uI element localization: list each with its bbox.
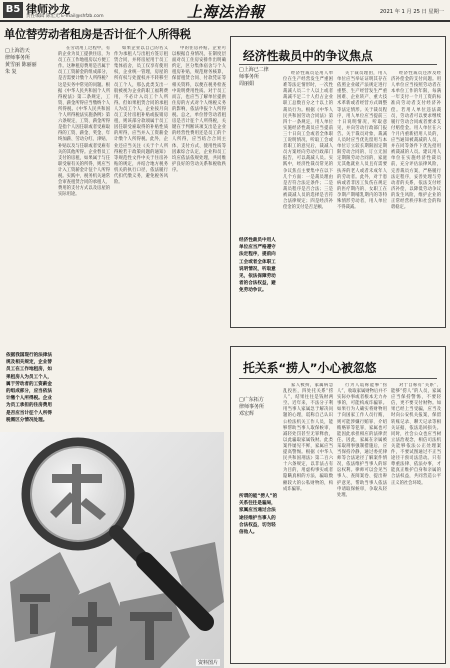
body-text: 在劳动用工过程中，有的企业为员工提供住房，为员工在工作地租房以方便工作。这种租房费用是否属于员工工资薪金的组成部分，是否需要计缴个人所得税？这是实务中常见的问题。根据《中华人民共和国个人所得税法》第二条规定，工资、薪金所得应当缴纳个人所得税。《中华人民共和国个人所得税法实施条例》第六条规定，工资、薪金所得是指个人因任职或者受雇取得的工资、薪金、奖金、年终加薪、劳动分红、津贴、补贴以及与任职或者受雇有关的其他所得。企业替员工支付的房租，如果属于与任职受雇有关的所得，则应当计入工资薪金计征个人所得税。实践中，税务机关通常会审查租赁合同的承租人、费用的支付方式以及房屋的实际用途。 <box>58 46 110 198</box>
title-divider <box>239 378 437 379</box>
main-headline: 单位替劳动者租房是否计征个人所得税 <box>4 28 191 41</box>
body-text: 关于裁员理由，用人单位应当举证证明其存在依照企业破产法规定进行重整、生产经营发生严重困难、企业转产、重大技术革新或者经营方式调整等法定情形。关于裁员程序，用人单位应当提前三十日说明情况，听取意见，并向劳动行政部门报告。关于裁员对象，裁减人员时应当优先留用与本单位订立较长期限固定期限劳动合同的、订立无固定期限劳动合同的、家庭无其他就业人员且有需要扶养的老人或者未成年人的劳动者。此外，对于患病或者非因工负伤在规定的医疗期内的、女职工在孕期产期哺乳期内的等特殊情形劳动者，用人单位不得裁减。 <box>337 71 387 211</box>
article-title: 经济性裁员中的争议焦点 <box>243 49 373 63</box>
byline-line: □上海已二律 <box>239 67 269 73</box>
byline-line: 周丽娟 <box>239 81 255 87</box>
title-divider <box>239 64 437 65</box>
body-text: 经济性裁员是用人单位在生产经营发生严重困难等法定情形时，一次性裁减人员二十人以上或者裁减不足二十人但占企业职工总数百分之十以上的裁员行为。根据《中华人民共和国劳动合同法》第四十一条规定，用人单位实施经济性裁员应当提前三十日向工会或者全体职工说明情况，听取工会或者职工的意见后，裁减人员方案经向劳动行政部门报告，可以裁减人员。实践中，经济性裁员常见的争议焦点主要集中在以下几个方面：一是裁员理由是否符合法定条件；二是裁员程序是否合法；三是被裁减人员的选择是否符合法律规定；四是经济补偿金的支付是否足额。 <box>283 71 333 211</box>
article-title: 托关系“捞人”小心被忽悠 <box>243 361 377 375</box>
body-text: 对于自称有“关系”、能够“捞人”的人员，家属应当保持警惕，不要轻信，更不要交付财物。如果已经上当受骗，应当及时向公安机关报案，保留转账记录、聊天记录等相关证据，依法追回损失。同时，社会公众也应当树立法治观念，相信司法机关能够依法公正处理案件，不要试图通过不正当途径干预司法活动。只有尊重法律、依法办事，才能真正维护自身和亲属的合法权益，共同营造公平正义的社会环境。 <box>391 383 441 486</box>
article-byline <box>239 67 269 88</box>
body-text: 如果企业以自己的名义作为承租人与出租方签订租赁合同，并将房屋用于员工集体宿舍，员工仅享有使用权，企业统一管理，房屋的所有权与处置权并不转移至员工个人，那么此类支出一般被视为企业的职工福利费用，不必计入员工个人所得。但如果租赁合同的承租人为员工个人，企业按月向员工支付房租补贴或报销房租，则该部分款项属于员工因任职受雇取得的补贴性质的所得，应当并入工资薪金计缴个人所得税。此外，企业还应当关注《关于个人所得税若干政策问题的通知》等规范性文件中关于住房补贴的规定，并结合地方税务机关的执行口径，依法履行代扣代缴义务，避免税务风险。 <box>114 46 168 186</box>
photo-caption: 资料图片 <box>197 660 218 666</box>
editor-credits: 责任编辑 陈宏光 E-mail@shfzb.com <box>26 14 104 19</box>
article-column-2 <box>337 383 387 659</box>
main-article-column-1 <box>58 46 110 430</box>
byline-line: 律师事务所 <box>239 404 265 410</box>
newspaper-logo: 上海法治報 <box>187 3 265 21</box>
article-column-3 <box>391 383 441 659</box>
byline-line: 邓宏辉 <box>239 411 255 417</box>
main-byline <box>5 48 55 76</box>
article-column-3 <box>391 71 441 321</box>
article-box-layoffs <box>230 36 446 328</box>
article-column-2 <box>337 71 387 321</box>
article-column-1 <box>283 71 333 321</box>
main-article-column-3 <box>172 46 226 430</box>
byline-line: 师事务所 <box>239 74 260 80</box>
body-text: 经济性裁员还涉及经济补偿金的支付问题。用人单位应当按照劳动者在本单位工作的年限，每满一年支付一个月工资的标准向劳动者支付经济补偿。若用人单位违法裁员，劳动者可以要求继续履行劳动合同或者要求支付赔偿金。用人单位在六个月内重新招用人员的，应当通知被裁减的人员，并在同等条件下优先招用被裁减的人员。建议用人单位在实施经济性裁员前，充分评估法律风险，完善裁员方案，严格履行法定程序，妥善处理与劳动者的关系，依法支付经济补偿，以降低劳动争议的发生风险，维护企业的正常经营秩序和社会的和谐稳定。 <box>391 71 441 211</box>
article-pullquote: 所谓的能“捞人”的关系往往是骗局，家属应当通过合法途径维护当事人的合法权益，切勿轻信他人。 <box>239 494 278 536</box>
article-pullquote: 经济性裁员中用人单位应当严格遵守法定程序，提前向工会或者全体职工说明情况，听取意见，依法保障劳动者的合法权益，避免劳动争议。 <box>239 238 276 294</box>
body-text: 行为人谎称能够“捞人”，收取家属财物后并不实际办事或者根本无力办事的，可能构成诈骗罪。如果行为人确实将财物用于向国家工作人员行贿，则可能涉嫌行贿罪、介绍贿赂罪等犯罪，家属也可能因此承担相应的法律责任。因此，家属在亲属被采取刑事强制措施后，应当保持冷静，通过委托律师等合法途径了解案件情况，依法维护当事人的诉讼权利。律师可以会见当事人、查阅案卷、提出辩护意见，帮助当事人依法申请取保候审，争取从轻处理。 <box>337 383 387 498</box>
byline-line: 黄雪丽 陈丽丽 <box>5 62 37 68</box>
body-text: 中的住房补贴。企业可以根据自身情况，在制度层面对员工住房安排作出明确约定，区分集体宿舍与个人租房补贴，规范财务核算，保留租赁合同、付款凭证等相关资料，以便在税务检查中说明费用性质。对于员工而言，也应当了解单位提供住房的方式对个人纳税义务的影响，依法申报个人所得税。总之，单位替劳动者租房是否计征个人所得税，关键在于判断该项支出是企业的经营性费用还是员工的个人所得，应当结合合同主体、支付方式、使用性质等因素综合认定，企业和员工均应依法依规处理，共同维护良好的劳动关系和税收秩序。 <box>172 46 226 173</box>
tax-illustration <box>0 432 224 668</box>
main-pullquote: 依据我国现行的法律法规及相关规定，企业替员工在工作地租房，如果租房人为员工个人，属于劳动者的工资薪金的组成部分，应当依法计缴个人所得税。企业为员工承担的住房费用是否应当计征个人所得税需区分情况处理。 <box>6 353 52 423</box>
magnifier-tax-image <box>0 432 224 668</box>
byline-line: □广东拓方 <box>239 397 264 403</box>
byline-line: 朱 复 <box>5 69 17 75</box>
issue-date: 2021 年 1 月 25 日 星期一 <box>379 9 444 15</box>
byline-line: □上海浩天 <box>5 48 30 54</box>
main-article-column-2 <box>114 46 168 430</box>
body-text: 家人被拘，家属病急乱投医，四处托关系“捞人”，结果往往是钱财两空。近年来，不法分子利用当事人家属急于解决问题的心理，谎称自己认识公检法机关工作人员，能够帮助当事人取保候审、减轻处罚甚至无罪释放，以此骗取家属钱财。此类案件屡见不鲜，家属应当提高警惕。根据《中华人民共和国刑法》第二百六十六条规定，以非法占有为目的，用虚构事实或者隐瞒真相的方法，骗取数额较大的公私财物的，构成诈骗罪。 <box>283 383 333 492</box>
section-title: 律师沙龙 <box>26 3 70 16</box>
masthead <box>0 0 450 22</box>
page-number-tag: B5 <box>3 2 23 18</box>
article-column-1 <box>283 383 333 659</box>
article-box-fraud <box>230 346 446 664</box>
article-byline <box>239 397 264 418</box>
byline-line: 律师事务所 <box>5 55 31 61</box>
